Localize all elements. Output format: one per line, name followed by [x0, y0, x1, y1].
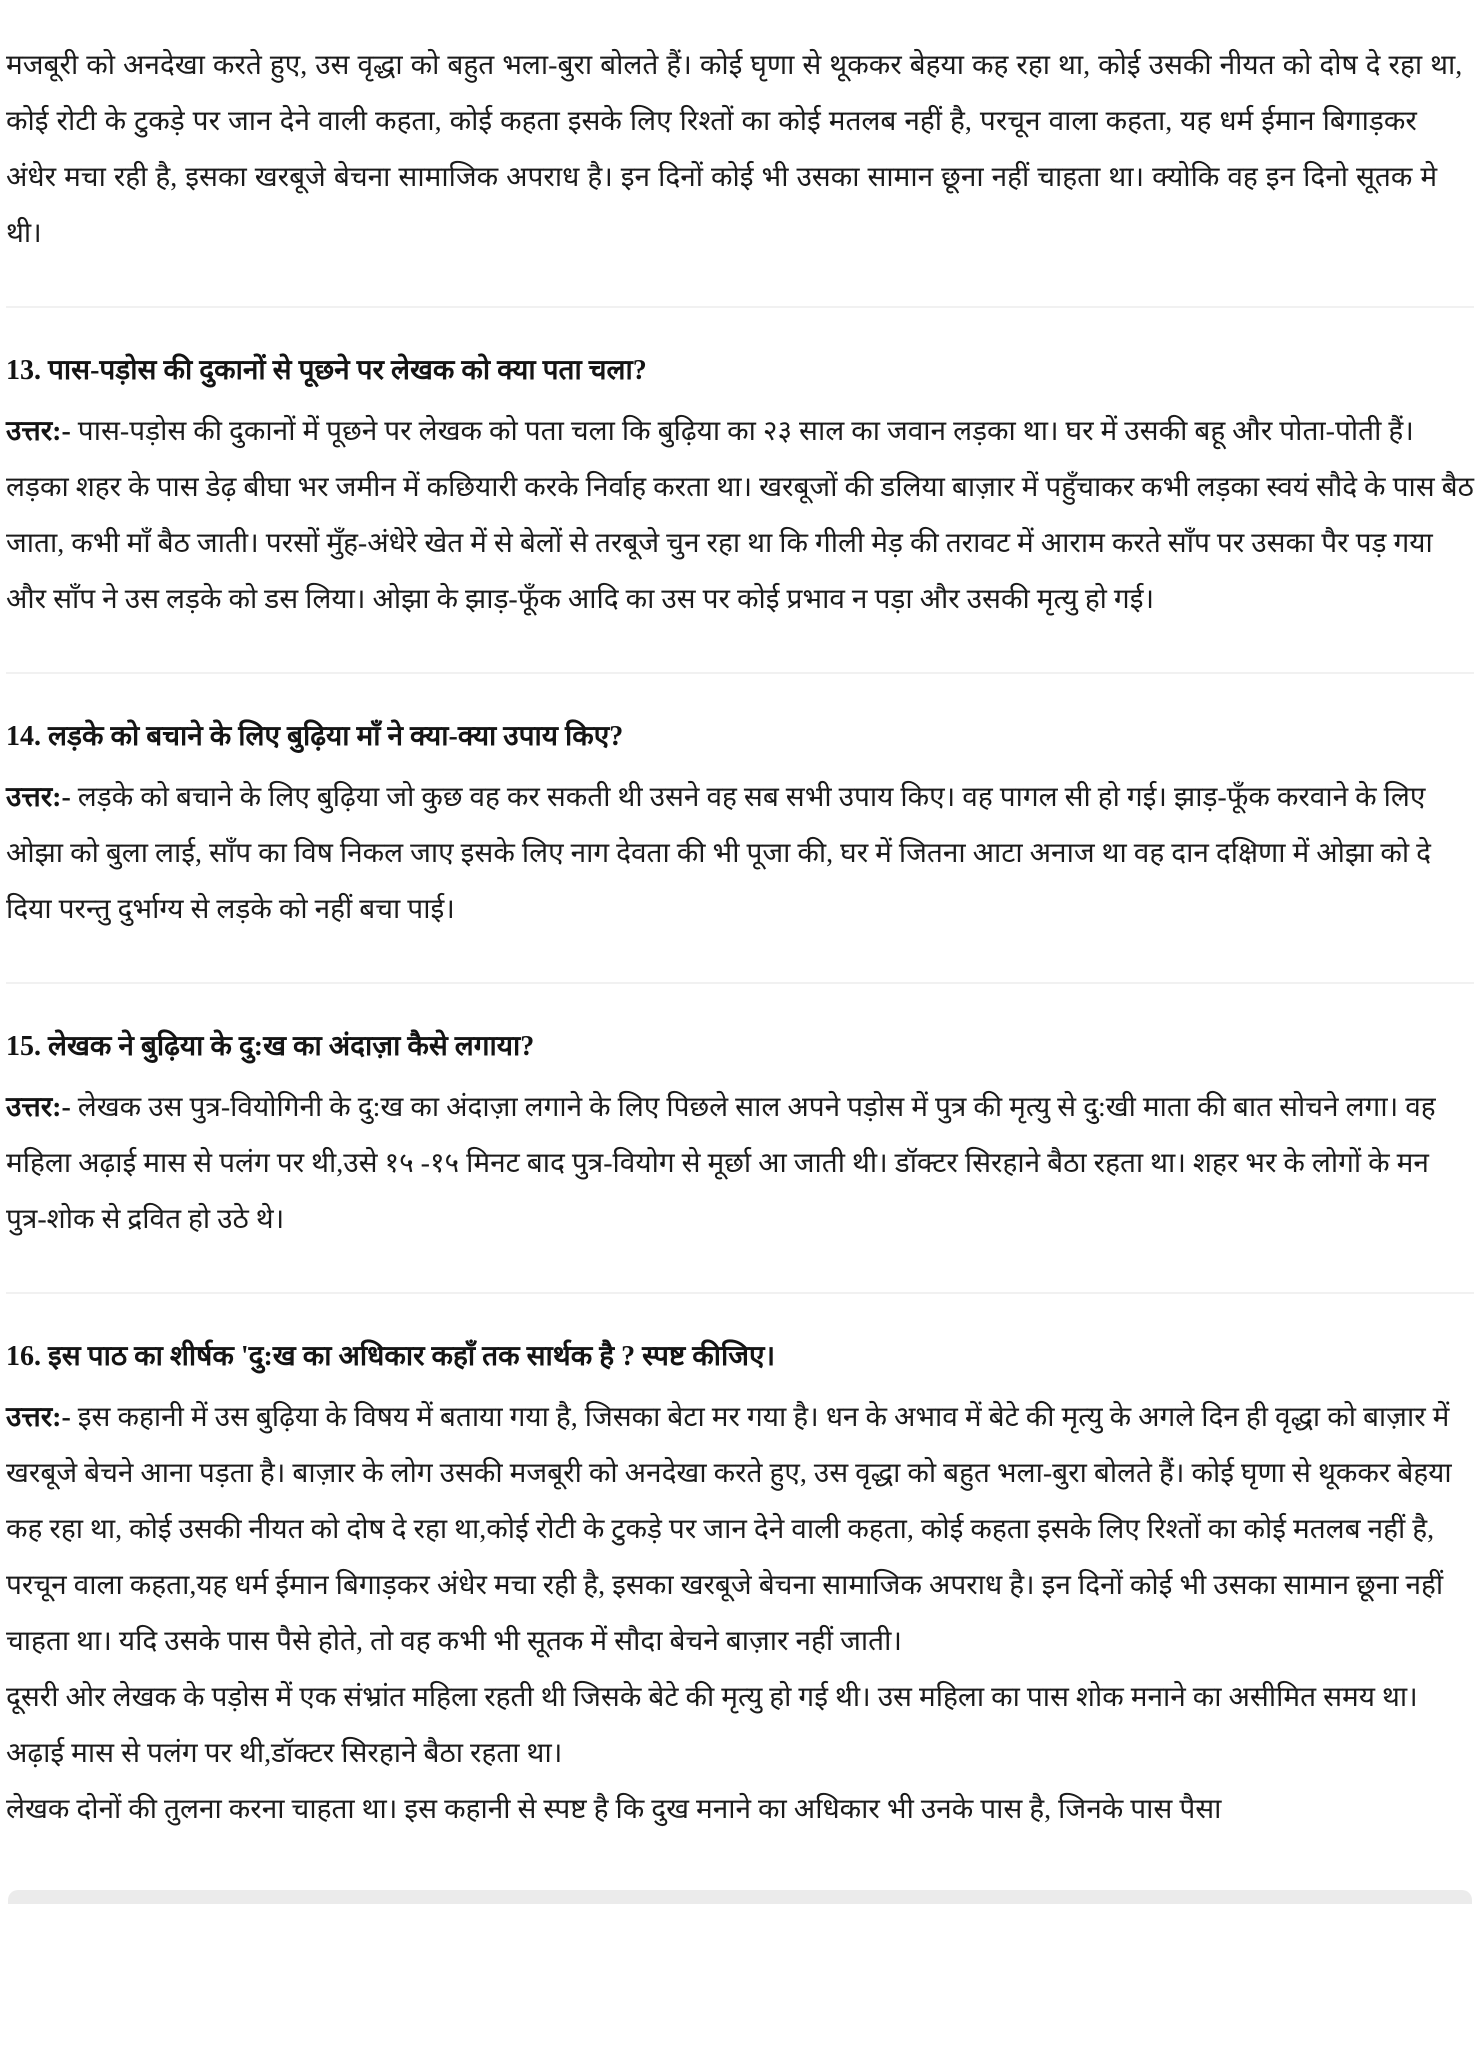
answer-paragraph: उत्तर:- लड़के को बचाने के लिए बुढ़िया जो कुछ वह कर सकती थी उसने वह सब सभी उपाय किए। वह पागल सी हो गई। झाड़-फूँक करवाने के लिए ओझा को बुला लाई, साँप का विष निकल जाए इसके लिए नाग देवता की भी पूजा की, घर में जितना आटा अनाज था वह दान दक्षिणा में ओझा को दे दिया परन्तु दुर्भाग्य से लड़के को नहीं बचा पाई। — [6, 782, 1431, 925]
section-divider — [6, 672, 1474, 674]
section-divider — [6, 306, 1474, 308]
bottom-divider — [8, 1890, 1472, 1904]
answer-paragraph: लेखक दोनों की तुलना करना चाहता था। इस कहानी से स्पष्ट है कि दुख मनाने का अधिकार भी उनके पास है, जिनके पास पैसा — [6, 1794, 1222, 1825]
answer-paragraph: उत्तर:- इस कहानी में उस बुढ़िया के विषय में बताया गया है, जिसका बेटा मर गया है। धन के अभाव में बेटे की मृत्यु के अगले दिन ही वृद्धा को बाज़ार में खरबूजे बेचने आना पड़ता है। बाज़ार के लोग उसकी मजबूरी को अनदेखा करते हुए, उस वृद्धा को बहुत भला-बुरा बोलते हैं। कोई घृणा से थूककर बेहया कह रहा था, कोई उसकी नीयत को दोष दे रहा था,कोई रोटी के टुकड़े पर जान देने वाली कहता, कोई कहता इसके लिए रिश्तों का कोई मतलब नहीं है, परचून वाला कहता,यह धर्म ईमान बिगाड़कर अंधेर मचा रही है, इसका खरबूजे बेचना सामाजिक अपराध है। इन दिनों कोई भी उसका सामान छूना नहीं चाहता था। यदि उसके पास पैसे होते, तो वह कभी भी सूतक में सौदा बेचने बाज़ार नहीं जाती। — [6, 1402, 1452, 1657]
qa-list — [6, 306, 1474, 1838]
section-divider — [6, 982, 1474, 984]
answer-label: उत्तर:- — [6, 1402, 78, 1433]
answer-text — [6, 770, 1474, 938]
qa-block — [6, 982, 1474, 1248]
answer-text — [6, 1080, 1474, 1248]
question-heading: 16. इस पाठ का शीर्षक 'दु:ख का अधिकार कहाँ तक सार्थक है ? स्पष्ट कीजिए। — [6, 1341, 776, 1372]
answer-label: उत्तर:- — [6, 1092, 78, 1123]
answer-paragraph: उत्तर:- लेखक उस पुत्र-वियोगिनी के दु:ख का अंदाज़ा लगाने के लिए पिछले साल अपने पड़ोस में पुत्र की मृत्यु से दु:खी माता की बात सोचने लगा। वह महिला अढ़ाई मास से पलंग पर थी,उसे १५ -१५ मिनट बाद पुत्र-वियोग से मूर्छा आ जाती थी। डॉक्टर सिरहाने बैठा रहता था। शहर भर के लोगों के मन पुत्र-शोक से द्रवित हो उठे थे। — [6, 1092, 1436, 1235]
qa-block — [6, 306, 1474, 628]
section-divider — [6, 1292, 1474, 1294]
qa-block — [6, 1292, 1474, 1838]
answer-paragraph: उत्तर:- पास-पड़ोस की दुकानों में पूछने पर लेखक को पता चला कि बुढ़िया का २३ साल का जवान लड़का था। घर में उसकी बहू और पोता-पोती हैं। लड़का शहर के पास डेढ़ बीघा भर जमीन में कछियारी करके निर्वाह करता था। खरबूजों की डलिया बाज़ार में पहुँचाकर कभी लड़का स्वयं सौदे के पास बैठ जाता, कभी माँ बैठ जाती। परसों मुँह-अंधेरे खेत में से बेलों से तरबूजे चुन रहा था कि गीली मेड़ की तरावट में आराम करते साँप पर उसका पैर पड़ गया और साँप ने उस लड़के को डस लिया। ओझा के झाड़-फूँक आदि का उस पर कोई प्रभाव न पड़ा और उसकी मृत्यु हो गई। — [6, 416, 1474, 615]
answer-paragraph: दूसरी ओर लेखक के पड़ोस में एक संभ्रांत महिला रहती थी जिसके बेटे की मृत्यु हो गई थी। उस महिला का पास शोक मनाने का असीमित समय था। अढ़ाई मास से पलंग पर थी,डॉक्टर सिरहाने बैठा रहता था। — [6, 1682, 1418, 1769]
intro-paragraph: मजबूरी को अनदेखा करते हुए, उस वृद्धा को बहुत भला-बुरा बोलते हैं। कोई घृणा से थूककर बेहया कह रहा था, कोई उसकी नीयत को दोष दे रहा था, कोई रोटी के टुकड़े पर जान देने वाली कहता, कोई कहता इसके लिए रिश्तों का कोई मतलब नहीं है, परचून वाला कहता, यह धर्म ईमान बिगाड़कर अंधेर मचा रही है, इसका खरबूजे बेचना सामाजिक अपराध है। इन दिनों कोई भी उसका सामान छूना नहीं चाहता था। क्योकि वह इन दिनो सूतक मे थी। — [6, 50, 1463, 249]
answer-label: उत्तर:- — [6, 416, 78, 447]
question-heading: 13. पास-पड़ोस की दुकानों से पूछने पर लेखक को क्या पता चला? — [6, 355, 647, 386]
question-heading: 14. लड़के को बचाने के लिए बुढ़िया माँ ने क्या-क्या उपाय किए? — [6, 721, 624, 752]
answer-text — [6, 404, 1474, 628]
answer-text — [6, 1390, 1474, 1838]
question-heading: 15. लेखक ने बुढ़िया के दु:ख का अंदाज़ा कैसे लगाया? — [6, 1031, 535, 1062]
qa-block — [6, 672, 1474, 938]
answer-label: उत्तर:- — [6, 782, 78, 813]
